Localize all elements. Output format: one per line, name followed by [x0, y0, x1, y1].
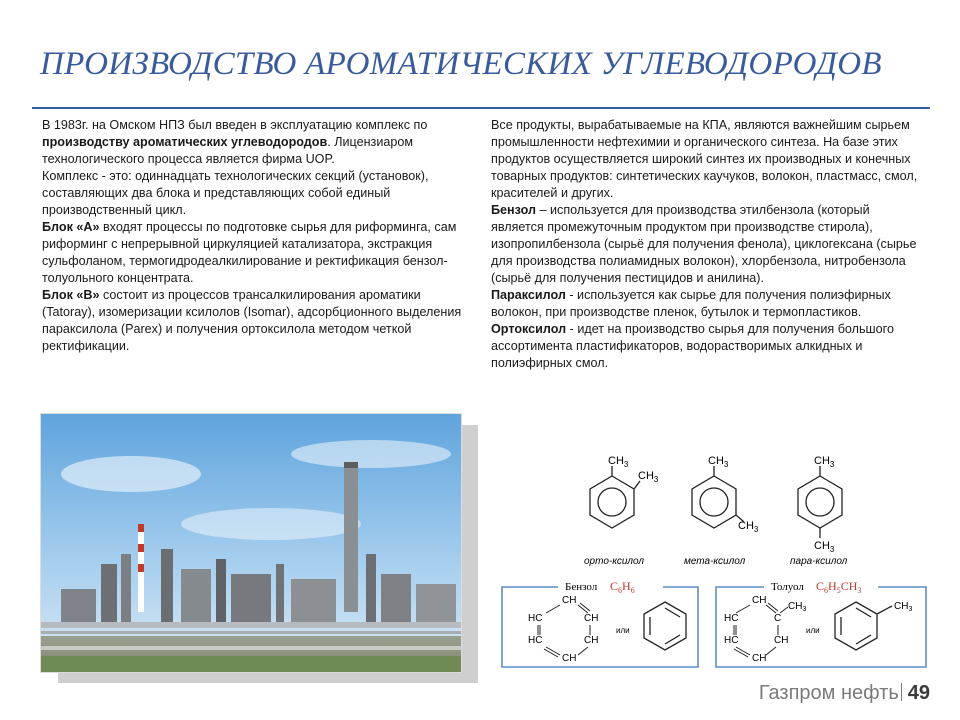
left-paragraph-4: [42, 287, 474, 355]
ortho-xylene-structure: [584, 455, 659, 567]
bold-text: Ортоксилол: [491, 322, 567, 336]
svg-text:CH: CH: [774, 635, 789, 646]
text: - идет на производство сырья для получения большого ассортимента пластификаторов, водорастворимых алкидных и полиэфирных смол.: [491, 322, 894, 370]
xylene-structures: [498, 445, 928, 675]
svg-text:CH: CH: [752, 595, 767, 606]
svg-text:HC: HC: [724, 635, 739, 646]
right-paragraph-4: [491, 321, 921, 372]
refinery-photo: [40, 413, 462, 673]
right-paragraph-2: [491, 202, 921, 287]
svg-text:или: или: [806, 626, 820, 635]
footer-brand: Газпром нефть: [758, 682, 899, 704]
text: . Лицензиаром технологического процесса является фирма UOP.: [42, 135, 414, 166]
toluene-box: [716, 579, 926, 667]
svg-text:CH: CH: [584, 613, 599, 624]
footer: [759, 682, 930, 705]
footer-separator: [901, 683, 902, 701]
right-text-column: [491, 117, 921, 372]
svg-text:CH: CH: [562, 653, 577, 664]
svg-text:CH: CH: [584, 635, 599, 646]
page-number: 49: [907, 682, 930, 704]
benzene-box: [502, 579, 698, 667]
bold-text: Блок «В»: [42, 288, 100, 302]
svg-text:CH: CH: [562, 595, 577, 606]
svg-text:CH3: $CH_3$: [814, 540, 835, 554]
svg-text:HC: HC: [724, 613, 739, 624]
svg-text:C: C: [774, 613, 782, 624]
text: В 1983г. на Омском НПЗ был введен в эксплуатацию комплекс по: [42, 118, 428, 132]
svg-text:C6H5CH3: $C_6H_5CH_3$: [816, 579, 862, 595]
para-xylene-label: пара-ксилол: [790, 556, 848, 567]
right-paragraph-1: Все продукты, вырабатываемые на КПА, являются важнейшим сырьем промышленности нефтехимии и органического синтеза. На базе этих продуктов осуществляется широкий синтез их производных и конечных товарных продуктов: синтетических каучуков, волокон, пластмасс, смол, красителей и других.: [491, 118, 918, 200]
text: состоит из процессов трансалкилирования ароматики (Tatoray), изомеризации ксилолов (Isomar), адсорбционного выделения параксилола (Parex) и получения ортоксилола методом четкой ректификации.: [42, 288, 462, 353]
svg-text:CH3: $CH_3$: [638, 470, 659, 484]
svg-text:Бензол: Бензол: [565, 581, 598, 593]
para-xylene-structure: [790, 455, 848, 567]
left-text-column: [42, 117, 474, 355]
chemistry-figure: [498, 445, 928, 680]
svg-text:C6H6: $C_6H_6$: [610, 579, 635, 595]
svg-text:CH3: $CH_3$: [788, 601, 807, 613]
bold-text: производству ароматических углеводородов: [42, 135, 328, 149]
text: - используется как сырье для получения полиэфирных волокон, при производстве пленок, бутылок и термопластиков.: [491, 288, 891, 319]
ortho-xylene-label: орто-ксилол: [584, 556, 645, 567]
left-paragraph-1: [42, 117, 474, 168]
left-paragraph-3: [42, 219, 474, 287]
bold-text: Параксилол: [491, 288, 566, 302]
svg-text:CH3: $CH_3$: [708, 455, 729, 469]
svg-text:CH3: $CH_3$: [608, 455, 629, 469]
svg-text:CH: CH: [752, 653, 767, 664]
svg-text:CH3: $CH_3$: [814, 455, 835, 469]
svg-text:Толуол: Толуол: [771, 581, 804, 593]
bold-text: Блок «А»: [42, 220, 100, 234]
svg-text:или: или: [616, 626, 630, 635]
page-title: ПРОИЗВОДСТВО АРОМАТИЧЕСКИХ УГЛЕВОДОРОДОВ: [40, 46, 882, 82]
meta-xylene-structure: [684, 455, 759, 567]
left-paragraph-2: Комплекс - это: одиннадцать технологических секций (установок), составляющих два блока и представляющих собой единый производственный цикл.: [42, 169, 429, 217]
bold-text: Бензол: [491, 203, 536, 217]
svg-text:HC: HC: [528, 613, 543, 624]
refinery-illustration: [41, 414, 461, 672]
meta-xylene-label: мета-ксилол: [684, 556, 746, 567]
svg-text:CH3: $CH_3$: [894, 601, 913, 613]
text: – используется для производства этилбензола (который является промежуточным продуктом при производстве стирола), изопропилбензола (сырьё для получения фенола), циклогексана (сырье для производства полиамидных волокон), хлорбензола, нитробензола (сырьё для получения пестицидов и анилина).: [491, 203, 917, 285]
svg-text:HC: HC: [528, 635, 543, 646]
title-divider: [32, 107, 930, 109]
text: входят процессы по подготовке сырья для риформинга, сам риформинг с непрерывной циркуляцией катализатора, экстракция сульфоланом, термогидродеалкилирование и ректификация бензол-толуольного концентрата.: [42, 220, 457, 285]
refinery-photo-frame: [40, 413, 460, 671]
right-paragraph-3: [491, 287, 921, 321]
svg-text:CH3: $CH_3$: [738, 520, 759, 534]
